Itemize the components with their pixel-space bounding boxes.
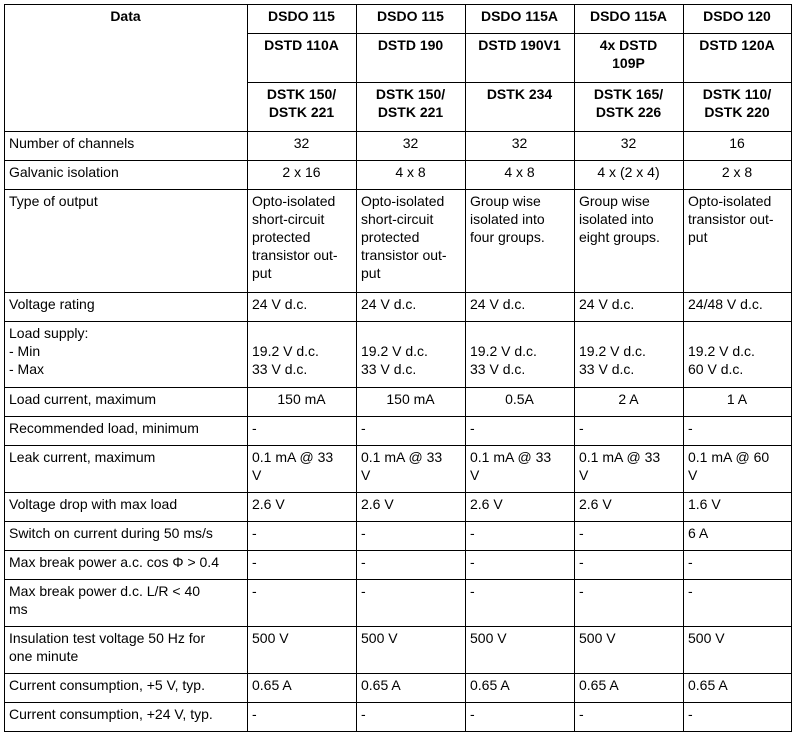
table-cell: 19.2 V d.c. 33 V d.c. xyxy=(248,322,357,388)
header-cell: 4x DSTD 109P xyxy=(575,34,684,83)
data-header-cell: Data xyxy=(5,5,248,132)
row-label: Type of output xyxy=(5,190,248,293)
table-cell: 2.6 V xyxy=(466,493,575,522)
table-cell: - xyxy=(466,703,575,732)
table-cell: Opto-isolated short-circuit protected transistor out- put xyxy=(248,190,357,293)
table-row xyxy=(5,161,792,190)
header-cell: DSDO 115 xyxy=(357,5,466,34)
table-cell: 0.65 A xyxy=(575,674,684,703)
table-cell: 4 x (2 x 4) xyxy=(575,161,684,190)
table-cell: - xyxy=(575,580,684,627)
table-cell: 19.2 V d.c. 33 V d.c. xyxy=(575,322,684,388)
table-cell: - xyxy=(684,703,792,732)
row-label: Galvanic isolation xyxy=(5,161,248,190)
row-label: Load supply: - Min - Max xyxy=(5,322,248,388)
table-cell: - xyxy=(357,417,466,446)
table-cell: - xyxy=(466,522,575,551)
header-cell: DSTK 234 xyxy=(466,83,575,132)
table-cell: - xyxy=(575,551,684,580)
header-cell: DSDO 115A xyxy=(466,5,575,34)
table-cell: - xyxy=(466,551,575,580)
table-cell: 2.6 V xyxy=(575,493,684,522)
table-cell: - xyxy=(248,551,357,580)
table-row xyxy=(5,417,792,446)
table-cell: - xyxy=(357,522,466,551)
table-cell: 2 x 8 xyxy=(684,161,792,190)
table-row xyxy=(5,627,792,674)
table-cell: 4 x 8 xyxy=(466,161,575,190)
row-label: Switch on current during 50 ms/s xyxy=(5,522,248,551)
header-cell: DSTK 110/ DSTK 220 xyxy=(684,83,792,132)
table-row xyxy=(5,322,792,388)
table-cell: 500 V xyxy=(466,627,575,674)
header-cell: DSTK 150/ DSTK 221 xyxy=(357,83,466,132)
table-cell: - xyxy=(357,703,466,732)
table-cell: Group wise isolated into four groups. xyxy=(466,190,575,293)
table-row xyxy=(5,580,792,627)
table-row xyxy=(5,190,792,293)
table-cell: 0.65 A xyxy=(684,674,792,703)
table-cell: 150 mA xyxy=(357,388,466,417)
table-cell: 150 mA xyxy=(248,388,357,417)
table-cell: 500 V xyxy=(684,627,792,674)
table-cell: 500 V xyxy=(575,627,684,674)
row-label: Load current, maximum xyxy=(5,388,248,417)
table-cell: Opto-isolated short-circuit protected transistor out- put xyxy=(357,190,466,293)
header-cell: DSDO 120 xyxy=(684,5,792,34)
row-label: Current consumption, +5 V, typ. xyxy=(5,674,248,703)
table-cell: - xyxy=(248,417,357,446)
row-label: Voltage drop with max load xyxy=(5,493,248,522)
table-cell: - xyxy=(466,580,575,627)
row-label: Current consumption, +24 V, typ. xyxy=(5,703,248,732)
table-cell: - xyxy=(357,580,466,627)
table-cell: 32 xyxy=(466,132,575,161)
table-row xyxy=(5,703,792,732)
table-cell: 16 xyxy=(684,132,792,161)
table-cell: 0.1 mA @ 33 V xyxy=(466,446,575,493)
table-cell: - xyxy=(684,417,792,446)
table-cell: 2 x 16 xyxy=(248,161,357,190)
header-cell: DSTD 110A xyxy=(248,34,357,83)
row-label: Max break power a.c. cos Φ > 0.4 xyxy=(5,551,248,580)
table-cell: 6 A xyxy=(684,522,792,551)
table-row xyxy=(5,293,792,322)
header-row-1 xyxy=(5,5,792,34)
table-cell: - xyxy=(684,551,792,580)
table-row xyxy=(5,493,792,522)
header-cell: DSTK 150/ DSTK 221 xyxy=(248,83,357,132)
row-label: Voltage rating xyxy=(5,293,248,322)
table-cell: - xyxy=(466,417,575,446)
table-cell: 500 V xyxy=(248,627,357,674)
table-row xyxy=(5,551,792,580)
header-cell: DSDO 115 xyxy=(248,5,357,34)
row-label: Recommended load, minimum xyxy=(5,417,248,446)
table-cell: 0.1 mA @ 33 V xyxy=(575,446,684,493)
table-cell: - xyxy=(248,522,357,551)
table-cell: 2.6 V xyxy=(248,493,357,522)
table-cell: 0.1 mA @ 33 V xyxy=(357,446,466,493)
table-cell: - xyxy=(248,580,357,627)
table-cell: 0.65 A xyxy=(357,674,466,703)
table-cell: - xyxy=(575,417,684,446)
table-cell: 500 V xyxy=(357,627,466,674)
table-cell: 24 V d.c. xyxy=(466,293,575,322)
row-label: Max break power d.c. L/R < 40 ms xyxy=(5,580,248,627)
data-table xyxy=(4,4,792,732)
table-cell: 24 V d.c. xyxy=(248,293,357,322)
header-cell: DSTK 165/ DSTK 226 xyxy=(575,83,684,132)
row-label: Number of channels xyxy=(5,132,248,161)
header-cell: DSDO 115A xyxy=(575,5,684,34)
table-row xyxy=(5,674,792,703)
row-label: Leak current, maximum xyxy=(5,446,248,493)
table-cell: Group wise isolated into eight groups. xyxy=(575,190,684,293)
table-cell: 32 xyxy=(248,132,357,161)
table-cell: 1.6 V xyxy=(684,493,792,522)
table-cell: 4 x 8 xyxy=(357,161,466,190)
table-cell: 32 xyxy=(575,132,684,161)
header-cell: DSTD 190V1 xyxy=(466,34,575,83)
table-row xyxy=(5,132,792,161)
table-cell: 2.6 V xyxy=(357,493,466,522)
table-cell: 24/48 V d.c. xyxy=(684,293,792,322)
table-cell: - xyxy=(575,703,684,732)
table-cell: 0.5A xyxy=(466,388,575,417)
table-cell: - xyxy=(575,522,684,551)
table-cell: 24 V d.c. xyxy=(357,293,466,322)
table-row xyxy=(5,388,792,417)
table-cell: 0.65 A xyxy=(248,674,357,703)
table-cell: 24 V d.c. xyxy=(575,293,684,322)
table-cell: 19.2 V d.c. 60 V d.c. xyxy=(684,322,792,388)
table-cell: - xyxy=(357,551,466,580)
table-cell: - xyxy=(684,580,792,627)
table-cell: - xyxy=(248,703,357,732)
table-cell: 32 xyxy=(357,132,466,161)
table-cell: 0.65 A xyxy=(466,674,575,703)
table-cell: 0.1 mA @ 60 V xyxy=(684,446,792,493)
table-row xyxy=(5,446,792,493)
row-label: Insulation test voltage 50 Hz for one minute xyxy=(5,627,248,674)
table-cell: 1 A xyxy=(684,388,792,417)
table-row xyxy=(5,522,792,551)
header-cell: DSTD 190 xyxy=(357,34,466,83)
table-cell: 0.1 mA @ 33 V xyxy=(248,446,357,493)
table-cell: 19.2 V d.c. 33 V d.c. xyxy=(357,322,466,388)
table-cell: 19.2 V d.c. 33 V d.c. xyxy=(466,322,575,388)
table-cell: Opto-isolated transistor out- put xyxy=(684,190,792,293)
header-cell: DSTD 120A xyxy=(684,34,792,83)
table-cell: 2 A xyxy=(575,388,684,417)
